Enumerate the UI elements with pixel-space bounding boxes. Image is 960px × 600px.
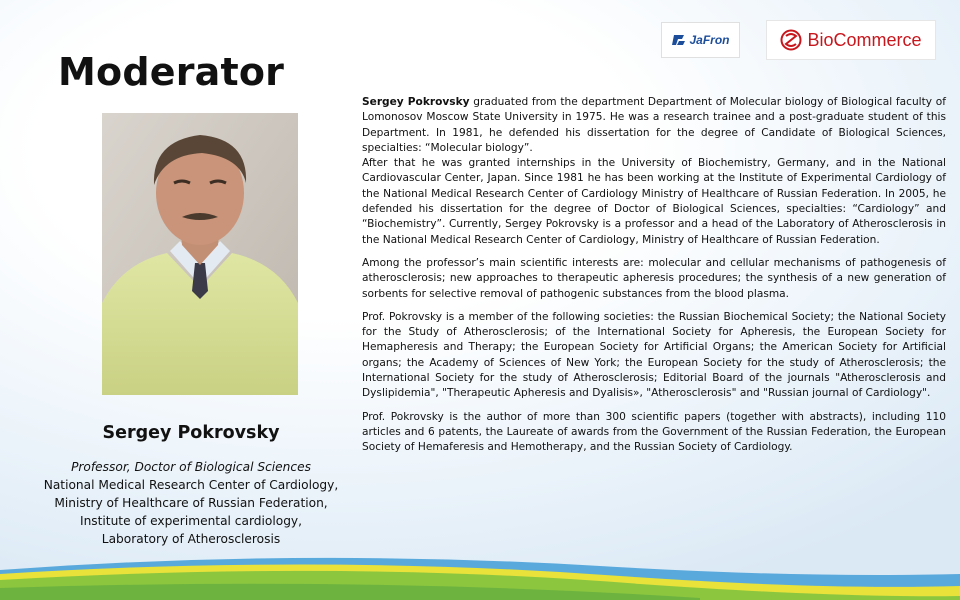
bio-lead-name: Sergey Pokrovsky <box>362 96 470 108</box>
affiliation-line: Institute of experimental cardiology, <box>79 514 303 528</box>
biocommerce-logo-text: BioCommerce <box>807 29 922 50</box>
biocommerce-logo <box>766 20 936 60</box>
affiliation-line: National Medical Research Center of Cardiology, <box>43 478 339 492</box>
bio-paragraph: After that he was granted internships in the University of Biochemistry, Germany, and in the National Cardiovascular Center, Japan. Since 1981 he has been working at the Institute of Experimental Cardiology of the National Medical Research Center of Cardiology Ministry of Healthcare of Russian Federation. In 2005, he defended his dissertation for the degree of Doctor of Biological Sciences, specialties: “Cardiology” and “Biochemistry”. Currently, Sergey Pokrovsky is a professor and a head of the Laboratory of Atherosclerosis in the National Medical Research Center of Cardiology, Ministry of Healthcare of Russian Federation. <box>362 157 946 246</box>
bio-paragraph: Among the professor’s main scientific interests are: molecular and cellular mechanisms of pathogenesis of atherosclerosis; new approaches to therapeutic apheresis procedures; the synthesis of a new generation of sorbents for selective removal of pathogenic substances from the blood plasma. <box>362 256 946 300</box>
jafron-logo-text: JaFron <box>689 33 730 47</box>
affiliation-line: Laboratory of Atherosclerosis <box>101 532 281 546</box>
jafron-logo <box>661 22 740 58</box>
jafron-logo-icon <box>671 32 687 48</box>
biocommerce-logo-icon <box>780 29 802 51</box>
bio-paragraph <box>362 95 946 156</box>
moderator-name: Sergey Pokrovsky <box>102 423 280 443</box>
affiliation-line: Ministry of Healthcare of Russian Federation, <box>54 496 328 510</box>
moderator-role: Professor, Doctor of Biological Sciences <box>71 460 311 474</box>
moderator-affiliation <box>30 458 352 548</box>
bio-paragraph: Prof. Pokrovsky is a member of the following societies: the Russian Biochemical Society; the National Society for the Study of Atherosclerosis; of the International Society for Apheresis, the European Society for Hemapheresis and Therapy; the European Society for Artificial Organs; the American Society for Artificial organs; the Academy of Sciences of New York; the European Society for the study of Atherosclerosis; the International Society for the study of Atherosclerosis; Editorial Board of the journals "Atherosclerosis and Dyslipidemia", "Therapeutic Apheresis and Dyalisis», "Atherosclerosis" and "Russian journal of Cardiology". <box>362 310 946 400</box>
bio-paragraph-text: graduated from the department Department of Molecular biology of Biological faculty of Lomonosov Moscow State University in 1975. He was a research trainee and a post-graduate student of this Department. In 1981, he defended his dissertation for the degree of Candidate of Biological Sciences, specialties: “Molecular biology”. <box>362 96 946 154</box>
biography-text <box>362 95 946 456</box>
footer-swoosh <box>0 540 960 600</box>
bio-paragraph: Prof. Pokrovsky is the author of more than 300 scientific papers (together with abstracts), including 110 articles and 6 patents, the Laureate of awards from the Government of the Russian Federation, the European Society of Hemaferesis and Hemotherapy, and the Russian Society of Cardiology. <box>362 410 946 454</box>
slide-title: Moderator <box>58 50 285 94</box>
portrait-photo <box>102 113 298 395</box>
